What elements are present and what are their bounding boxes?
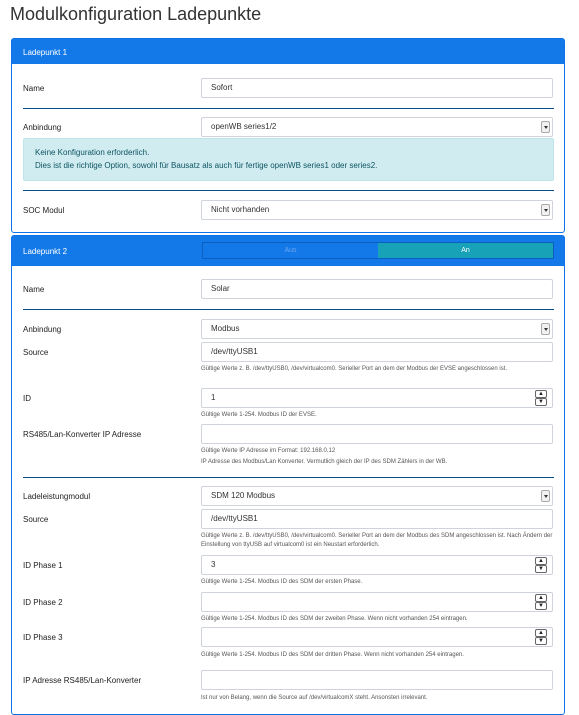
source-label: Source <box>23 348 49 357</box>
soc-select-value: Nicht vorhanden <box>211 205 270 214</box>
id-phase-1-label: ID Phase 1 <box>23 561 63 570</box>
spin-up-icon[interactable]: ▲ <box>535 557 547 565</box>
spin-down-icon[interactable]: ▼ <box>535 398 547 406</box>
id-stepper[interactable] <box>535 390 547 407</box>
id-input-value: 1 <box>211 393 216 402</box>
spin-up-icon[interactable]: ▲ <box>535 629 547 637</box>
id-phase-2-label: ID Phase 2 <box>23 598 63 607</box>
id-phase-3-input[interactable] <box>201 627 553 647</box>
source-help: Gültige Werte z. B. /dev/ttyUSB0, /dev/virtualcom0. Serieller Port an dem der Modbus der EVSE angeschlossen ist. <box>201 366 508 372</box>
spin-down-icon[interactable]: ▼ <box>535 602 547 610</box>
card-ladepunkt-2 <box>11 235 565 715</box>
name-label: Name <box>23 84 45 93</box>
id-input[interactable] <box>201 388 553 408</box>
card-header-ladepunkt-1 <box>12 39 564 64</box>
id-phase-1-value: 3 <box>211 560 216 569</box>
anbindung-label: Anbindung <box>23 325 62 334</box>
ladeleistungmodul-select[interactable] <box>201 486 553 506</box>
id-phase-1-input[interactable] <box>201 555 553 575</box>
page-title: Modulkonfiguration Ladepunkte <box>10 4 262 24</box>
source2-label: Source <box>23 515 49 524</box>
divider <box>23 309 554 310</box>
id-phase-2-help: Gültige Werte 1-254. Modbus ID des SDM der zweiten Phase. Wenn nicht vorhanden 254 eintragen. <box>201 616 468 622</box>
toggle-on-button[interactable]: An <box>378 243 553 258</box>
chevron-down-icon <box>541 204 550 216</box>
chevron-down-icon <box>541 490 550 502</box>
rs485-help-1: Gültige Werte IP Adresse im Format: 192.168.0.12 <box>201 448 336 454</box>
anbindung-select[interactable] <box>201 319 553 339</box>
id-help: Gültige Werte 1-254. Modbus ID der EVSE. <box>201 412 317 418</box>
anbindung-select-value: openWB series1/2 <box>211 122 277 131</box>
id-phase-1-stepper[interactable] <box>535 557 547 574</box>
id-phase-3-stepper[interactable] <box>535 629 547 646</box>
ip-rs485-label: IP Adresse RS485/Lan-Konverter <box>23 676 142 685</box>
ip-rs485-input[interactable] <box>201 670 553 690</box>
source2-help: Gültige Werte z. B. /dev/ttyUSB0, /dev/virtualcom0. Serieller Port an dem der Modbus des SDM angeschlossen ist. Nach Ändern der Einstellung von ttyUSB auf virtualcom0 ist ein Neustart erforderlich. <box>201 533 553 548</box>
toggle-off-button[interactable]: Aus <box>203 243 378 258</box>
ladeleistungmodul-label: Ladeleistungmodul <box>23 492 91 501</box>
card-title: Ladepunkt 1 <box>23 48 68 57</box>
id-phase-3-help: Gültige Werte 1-254. Modbus ID des SDM der dritten Phase. Wenn nicht vorhanden 254 eintragen. <box>201 652 464 658</box>
ip-rs485-help: Ist nur von Belang, wenn die Source auf /dev/virtualcomX steht. Ansonsten irrelevant. <box>201 695 428 701</box>
spin-up-icon[interactable]: ▲ <box>535 594 547 602</box>
id-phase-3-label: ID Phase 3 <box>23 633 63 642</box>
divider <box>23 477 554 478</box>
card-ladepunkt-1 <box>11 38 565 233</box>
soc-label: SOC Modul <box>23 206 65 215</box>
id-label: ID <box>23 394 31 403</box>
card-header-ladepunkt-2 <box>12 236 564 266</box>
rs485-ip-input[interactable] <box>201 424 553 444</box>
rs485-label: RS485/Lan-Konverter IP Adresse <box>23 430 142 439</box>
anbindung-select[interactable] <box>201 117 553 137</box>
divider <box>23 190 554 191</box>
anbindung-label: Anbindung <box>23 123 62 132</box>
spin-up-icon[interactable]: ▲ <box>535 390 547 398</box>
info-alert <box>23 138 554 181</box>
card-title: Ladepunkt 2 <box>23 247 68 256</box>
spin-down-icon[interactable]: ▼ <box>535 565 547 573</box>
name-input[interactable]: Solar <box>201 279 553 299</box>
chevron-down-icon <box>541 323 550 335</box>
id-phase-1-help: Gültige Werte 1-254. Modbus ID des SDM der ersten Phase. <box>201 579 363 585</box>
anbindung-select-value: Modbus <box>211 324 240 333</box>
enable-toggle[interactable] <box>202 242 554 259</box>
rs485-help-2: IP Adresse des Modbus/Lan Konverter. Vermutlich gleich der IP des SDM Zählers in der WB. <box>201 459 448 465</box>
source2-input[interactable]: /dev/ttyUSB1 <box>201 509 553 529</box>
name-label: Name <box>23 285 45 294</box>
source-input[interactable]: /dev/ttyUSB1 <box>201 342 553 362</box>
name-input[interactable]: Sofort <box>201 78 553 98</box>
spin-down-icon[interactable]: ▼ <box>535 637 547 645</box>
ladeleistungmodul-select-value: SDM 120 Modbus <box>211 491 276 500</box>
soc-select[interactable] <box>201 200 553 220</box>
id-phase-2-input[interactable] <box>201 592 553 612</box>
divider <box>23 108 554 109</box>
chevron-down-icon <box>541 121 550 133</box>
info-line-1: Keine Konfiguration erforderlich. <box>35 148 150 157</box>
id-phase-2-stepper[interactable] <box>535 594 547 611</box>
info-line-2: Dies ist die richtige Option, sowohl für Bausatz als auch für fertige openWB series1 oder series2. <box>35 161 378 170</box>
